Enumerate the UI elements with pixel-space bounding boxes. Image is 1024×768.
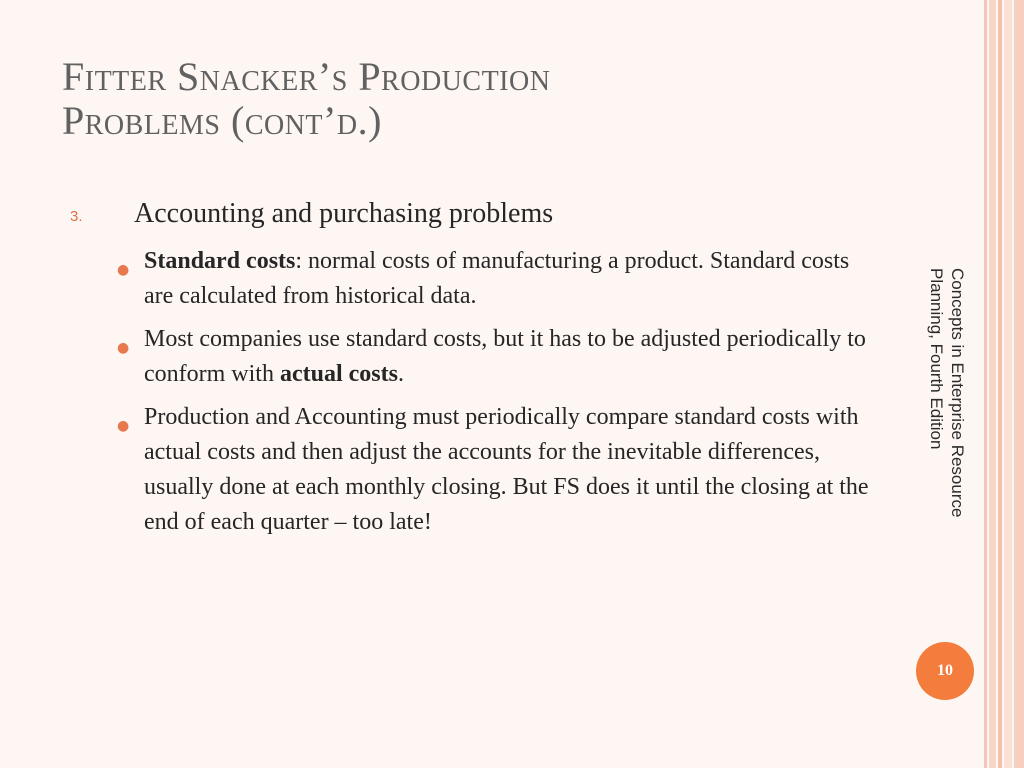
side-caption-line-2: Planning, Fourth Edition [927, 268, 946, 450]
term-actual-costs: actual costs [279, 361, 398, 387]
page-number: 10 [937, 662, 953, 679]
slide-title-line-1: Fitter Snacker’s Production [62, 54, 551, 99]
decorative-stripe [1004, 0, 1012, 768]
side-caption [926, 268, 968, 517]
bullet-text-end: . [397, 361, 404, 387]
bullet-list [116, 244, 876, 540]
decorative-stripe [998, 0, 1002, 768]
term-standard-costs: Standard costs [144, 248, 296, 274]
bullet-item [116, 244, 876, 314]
bullet-dot-icon: ● [117, 262, 130, 278]
bullet-item [116, 322, 876, 392]
slide-title-line-2: Problems (cont’d.) [62, 98, 382, 143]
bullet-text: Most companies use standard costs, but it has to be adjusted periodically to conform with [144, 326, 866, 387]
section-heading-text: Accounting and purchasing problems [134, 198, 554, 229]
side-caption-line-1: Concepts in Enterprise Resource [948, 268, 967, 518]
slide-content [70, 196, 900, 548]
section-number: 3. [70, 208, 83, 225]
bullet-text: Production and Accounting must periodically compare standard costs with actual costs and then adjust the accounts for the inevitable differences, usually done at each monthly closing. But FS does it until the closing at the end of each quarter – too late! [144, 404, 869, 535]
page-number-badge [916, 642, 974, 700]
bullet-item [116, 400, 876, 540]
section-heading [70, 196, 900, 236]
bullet-dot-icon: ● [117, 340, 130, 356]
decorative-stripe [989, 0, 996, 768]
decorative-stripe [1014, 0, 1024, 768]
slide-title [62, 55, 782, 143]
bullet-dot-icon: ● [117, 418, 130, 434]
bullet-text: : normal costs of manufacturing a product. Standard costs are calculated from historical data. [144, 248, 850, 309]
decorative-stripe [984, 0, 987, 768]
